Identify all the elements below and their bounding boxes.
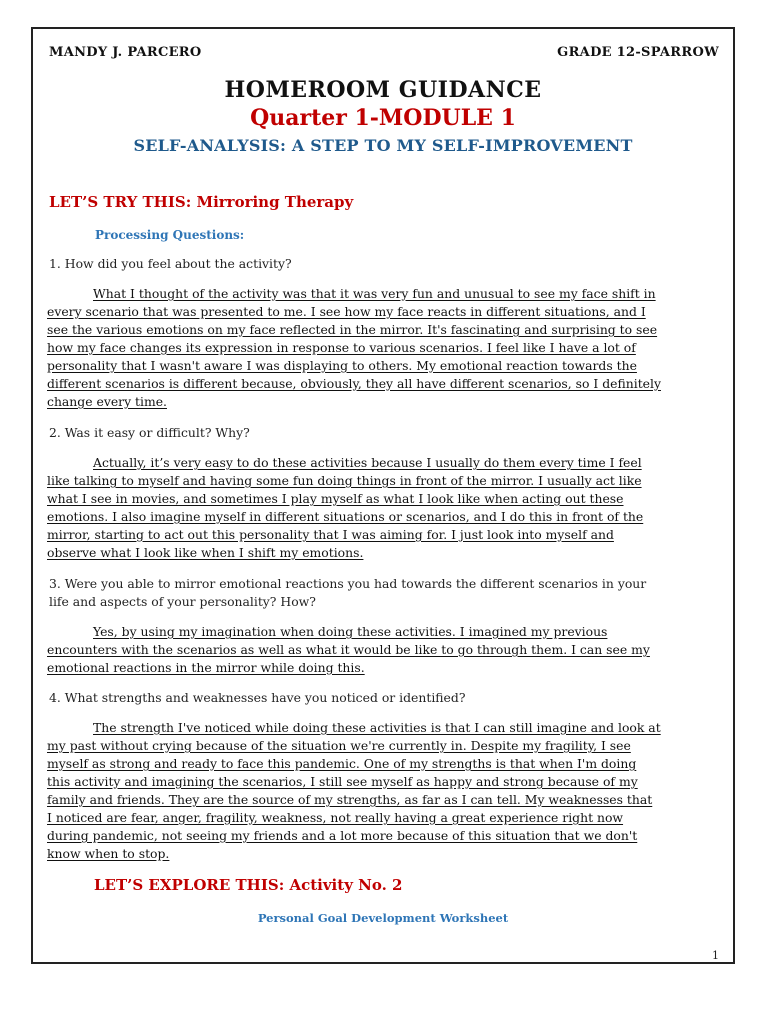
processing-questions-label: Processing Questions: — [95, 228, 245, 242]
answer-line: how my face changes its expression in response to various scenarios. I feel like I have a lot of — [47, 340, 636, 355]
answer-line: change every time. — [47, 394, 167, 409]
answer-line: emotional reactions in the mirror while doing this. — [47, 660, 365, 675]
main-title: HOMEROOM GUIDANCE — [224, 77, 542, 103]
page-number: 1 — [712, 949, 719, 962]
question-1 — [49, 255, 729, 273]
answer-line: encounters with the scenarios as well as what it would be like to go through them. I can see my — [47, 642, 650, 657]
student-name: MANDY J. PARCERO — [49, 45, 202, 60]
answer-line: emotions. I also imagine myself in different situations or scenarios, and I do this in front of the — [47, 509, 644, 524]
answer-4 — [47, 719, 727, 863]
section-title: LET’S TRY THIS: Mirroring Therapy — [49, 193, 354, 211]
answer-line: personality that I wasn't aware I was displaying to others. My emotional reaction towards the — [47, 358, 637, 373]
answer-line: like talking to myself and having some fun doing things in front of the mirror. I usually act like — [47, 473, 642, 488]
answer-3 — [47, 623, 727, 677]
answer-line: know when to stop. — [47, 846, 170, 861]
answer-line: Actually, it’s very easy to do these activities because I usually do them every time I feel — [93, 455, 642, 470]
explore-section-title: LET’S EXPLORE THIS: Activity No. 2 — [94, 876, 403, 894]
answer-line: see the various emotions on my face reflected in the mirror. It's fascinating and surprising to see — [47, 322, 658, 337]
document-page — [31, 27, 735, 964]
question-3 — [49, 575, 729, 611]
answer-line: The strength I've noticed while doing these activities is that I can still imagine and look at — [93, 720, 661, 735]
answer-line: this activity and imagining the scenarios, I still see myself as happy and strong because of my — [47, 774, 638, 789]
worksheet-title: Personal Goal Development Worksheet — [257, 911, 509, 925]
answer-line: myself as strong and ready to face this pandemic. One of my strengths is that when I'm doing — [47, 756, 637, 771]
answer-line: every scenario that was presented to me. I see how my face reacts in different situations, and I — [47, 304, 646, 319]
subtitle: SELF-ANALYSIS: A STEP TO MY SELF-IMPROVEMENT — [133, 136, 633, 155]
answer-line: I noticed are fear, anger, fragility, weakness, not really having a great experience right now — [47, 810, 624, 825]
question-line: 4. What strengths and weaknesses have you noticed or identified? — [49, 690, 466, 705]
answer-line: Yes, by using my imagination when doing these activities. I imagined my previous — [93, 624, 608, 639]
answer-line: what I see in movies, and sometimes I play myself as what I look like when acting out these — [47, 491, 624, 506]
answer-2 — [47, 454, 727, 562]
module-title: Quarter 1-MODULE 1 — [250, 105, 516, 131]
question-2 — [49, 424, 729, 442]
answer-line: observe what I look like when I shift my emotions. — [47, 545, 364, 560]
question-line: life and aspects of your personality? How? — [49, 594, 316, 609]
answer-1 — [47, 285, 727, 411]
grade-section: GRADE 12-SPARROW — [557, 45, 719, 60]
answer-line: What I thought of the activity was that it was very fun and unusual to see my face shift in — [93, 286, 656, 301]
answer-line: mirror, starting to act out this personality that I was aiming for. I just look into myself and — [47, 527, 614, 542]
question-4 — [49, 689, 729, 707]
answer-line: my past without crying because of the situation we're currently in. Despite my fragility, I see — [47, 738, 631, 753]
answer-line: family and friends. They are the source of my strengths, as far as I can tell. My weaknesses that — [47, 792, 653, 807]
question-line: 2. Was it easy or difficult? Why? — [49, 425, 250, 440]
answer-line: different scenarios is different because, obviously, they all have different scenarios, so I definitely — [47, 376, 661, 391]
question-line: 3. Were you able to mirror emotional reactions you had towards the different scenarios in your — [49, 576, 647, 591]
answer-line: during pandemic, not seeing my friends and a lot more because of this situation that we don't — [47, 828, 638, 843]
question-line: 1. How did you feel about the activity? — [49, 256, 292, 271]
